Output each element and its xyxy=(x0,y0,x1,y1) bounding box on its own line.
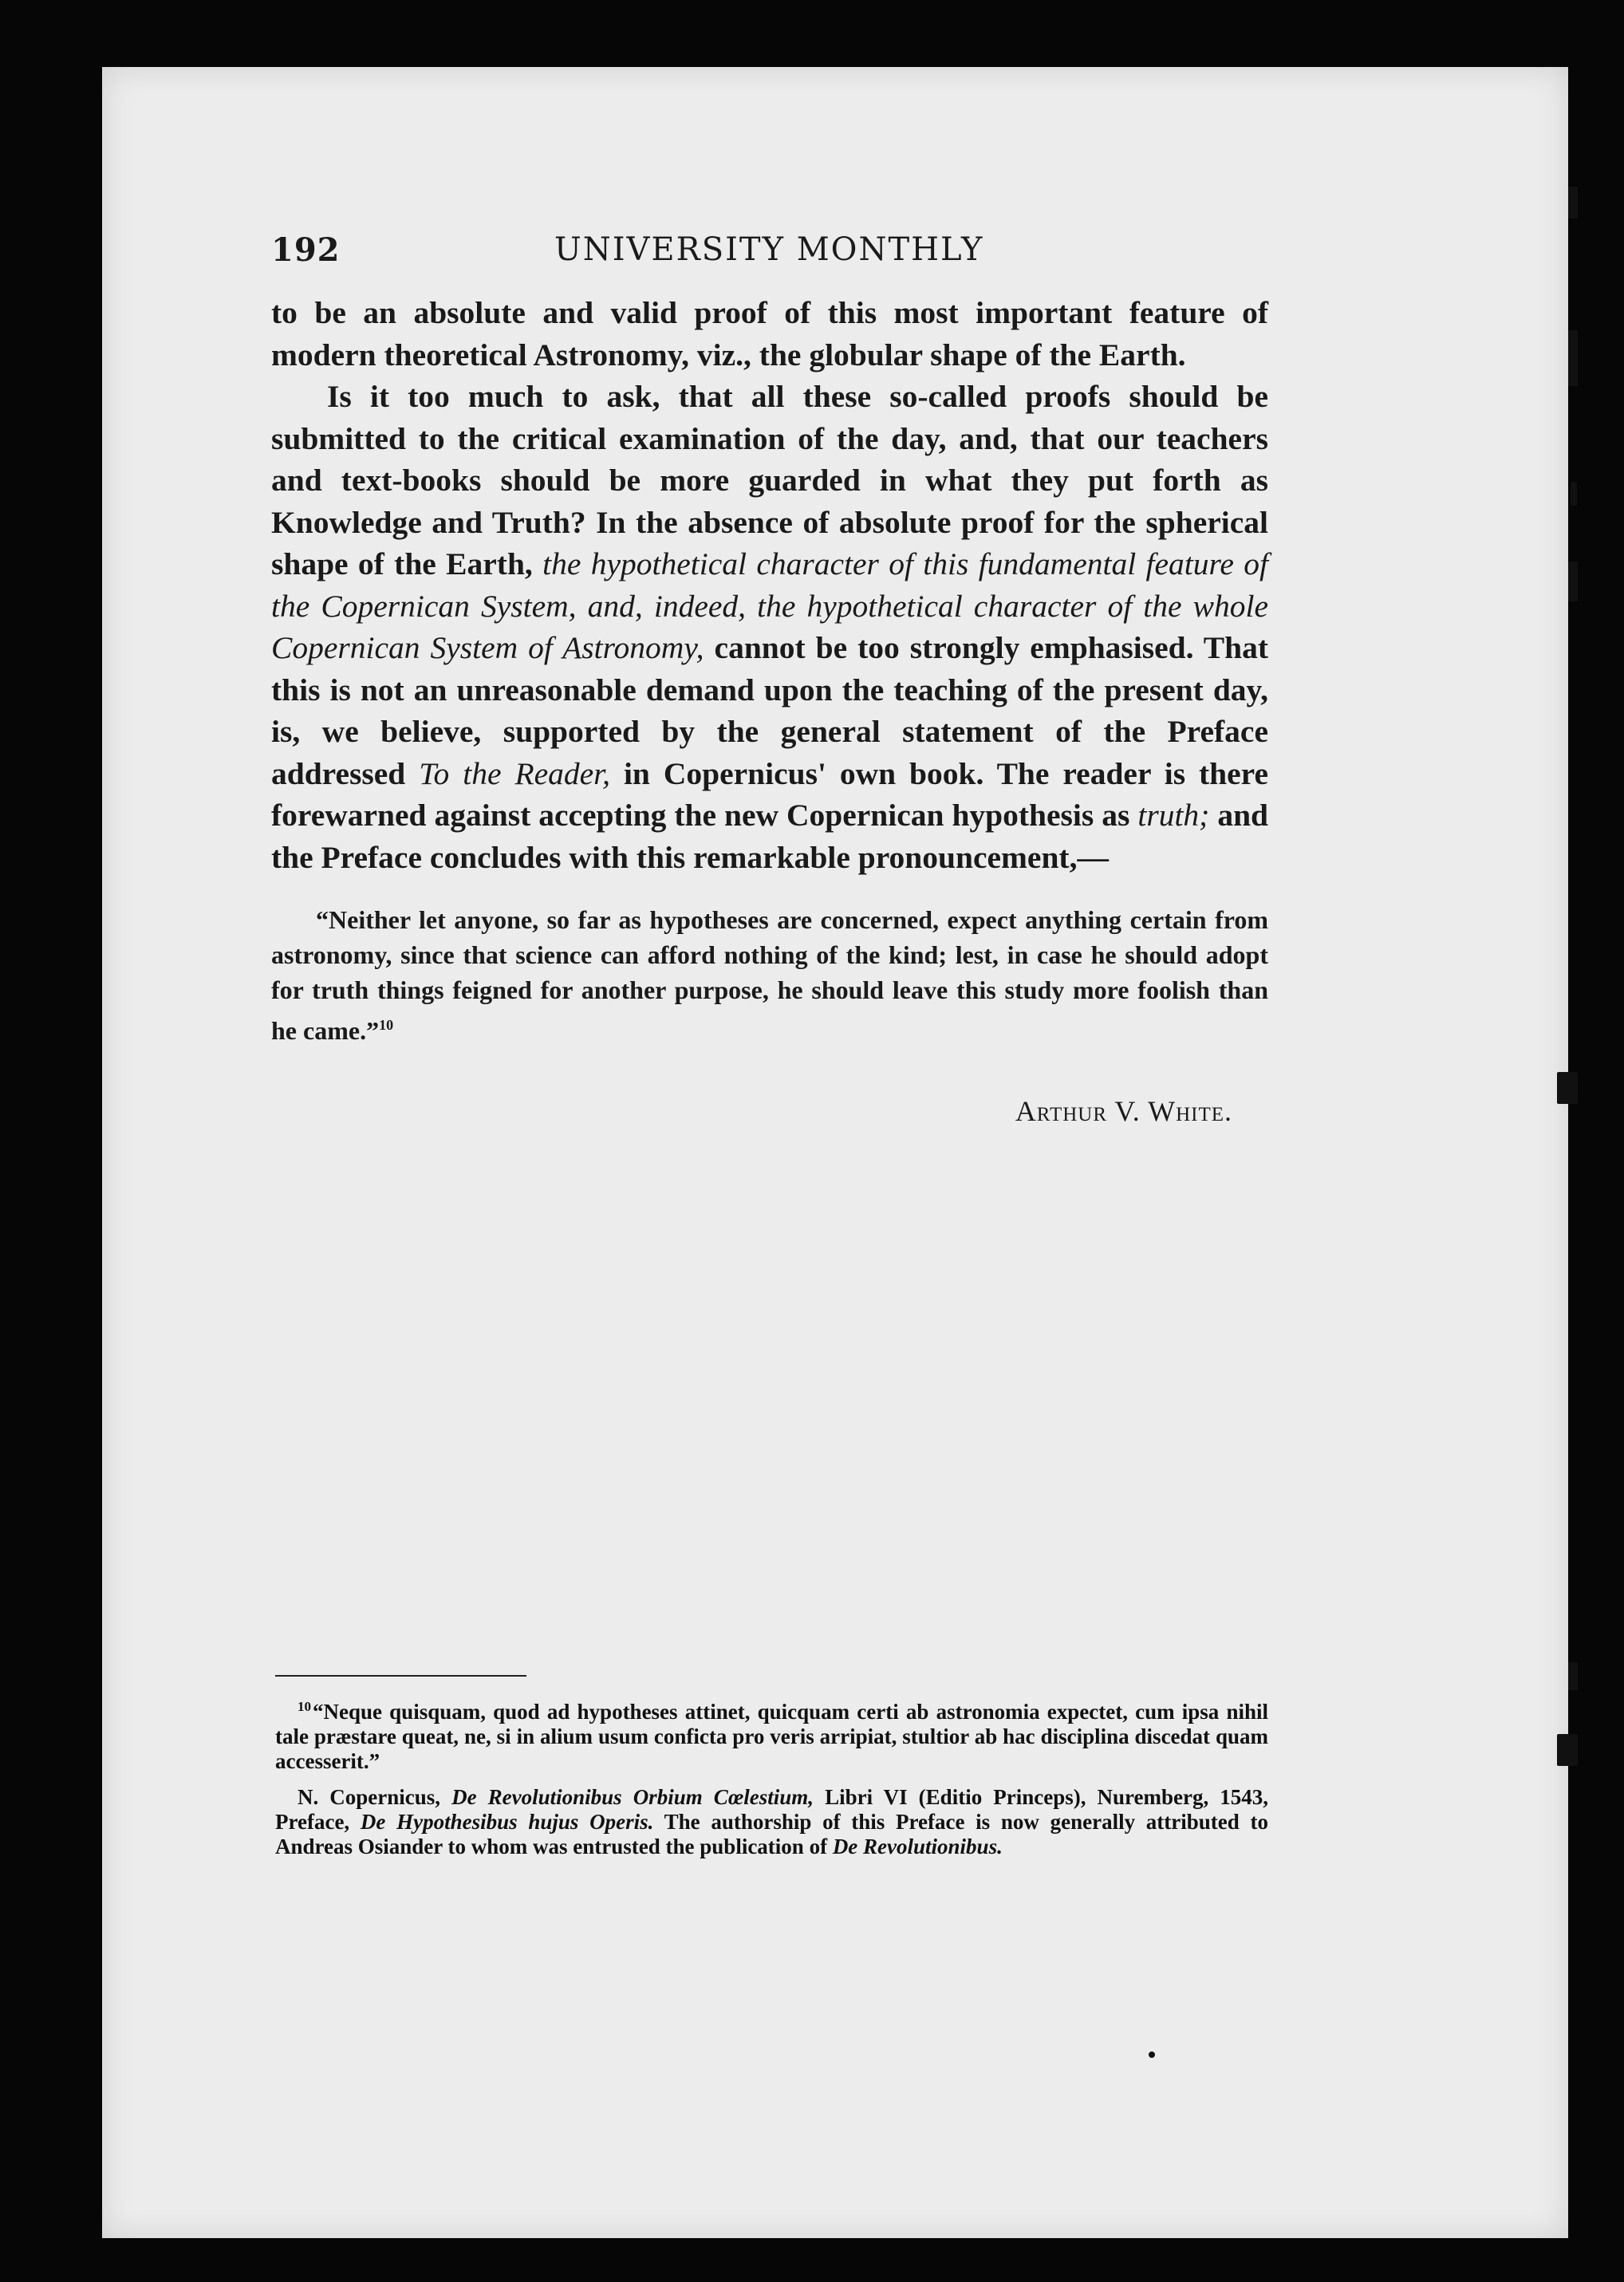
footnote-rule xyxy=(275,1675,526,1677)
emphasis-truth: truth; xyxy=(1137,798,1210,833)
cite-edition: Libri VI (Editio Princeps), Nuremberg, 1543, Preface, xyxy=(275,1785,1268,1834)
paragraph-2-mid: cannot be too strongly emphasised. That this is not an unreasonable demand upon the teaching of the present day, is, we believe, supported by the general statement of the Preface addressed xyxy=(271,630,1269,791)
page-edge-marks xyxy=(1568,67,1600,2238)
footnotes xyxy=(275,1675,1268,1870)
page-number: 192 xyxy=(271,231,341,269)
footnote-latin-text: “Neque quisquam, quod ad hypotheses attinet, quicquam certi ab astronomia expectet, cum ipsa nihil tale præstare queat, ne, si in alium usum conficta pro veris arripiat, stultior ab hac disciplina discedat quam accesserit.” xyxy=(275,1700,1268,1773)
cite-preface-title: De Hypothesibus hujus Operis. xyxy=(360,1810,654,1834)
footnote-ref[interactable]: 10 xyxy=(379,1017,394,1033)
main-content xyxy=(271,223,1268,1128)
author-signature: Arthur V. White. xyxy=(1015,1095,1232,1127)
paragraph-2 xyxy=(271,376,1268,878)
footnote-marker: 10 xyxy=(298,1699,311,1714)
body-text xyxy=(271,292,1268,878)
cite-author: N. Copernicus, xyxy=(298,1785,441,1809)
emphasis-hypothetical: the hypothetical character of this fundamental feature of the Copernican System, and, indeed, the hypothetical character of the whole Copernican System of Astronomy, xyxy=(271,546,1268,665)
paragraph-2-mid-2: in Copernicus' own book. The reader is there forewarned against accepting the new Copernican hypothesis as xyxy=(271,755,1269,833)
footnote-latin xyxy=(275,1694,1268,1774)
emphasis-to-the-reader: To the Reader, xyxy=(419,755,611,791)
footnote-citation xyxy=(275,1785,1268,1859)
running-head xyxy=(271,223,1268,279)
block-quote xyxy=(271,902,1268,1048)
cite-book: De Revolutionibus. xyxy=(832,1835,1003,1858)
quote-text: “Neither let anyone, so far as hypotheses are concerned, expect anything certain from astronomy, since that science can afford nothing of the kind; lest, in case he should adopt for truth things feigned for another purpose, he should leave this study more foolish than he came.” xyxy=(271,905,1268,1045)
scan-speck xyxy=(1149,2051,1155,2058)
journal-title: UNIVERSITY MONTHLY xyxy=(554,231,984,268)
paragraph-2-end: and the Preface concludes with this remarkable pronouncement,— xyxy=(271,798,1268,875)
cite-title: De Revolutionibus Orbium Cœlestium, xyxy=(451,1785,814,1809)
paragraph-2-start: Is it too much to ask, that all these so-called proofs should be submitted to the critical examination of the day, and, that our teachers and text-books should be more guarded in what they put forth as Knowledge and Truth? In the absence of absolute proof for the spherical shape of the Earth, xyxy=(271,379,1268,581)
cite-authorship: The authorship of this Preface is now generally attributed to Andreas Osiander to whom was entrusted the publication of xyxy=(275,1810,1268,1858)
paragraph-1: to be an absolute and valid proof of this most important feature of modern theoretical Astronomy, viz., the globular shape of the Earth. xyxy=(271,295,1268,372)
